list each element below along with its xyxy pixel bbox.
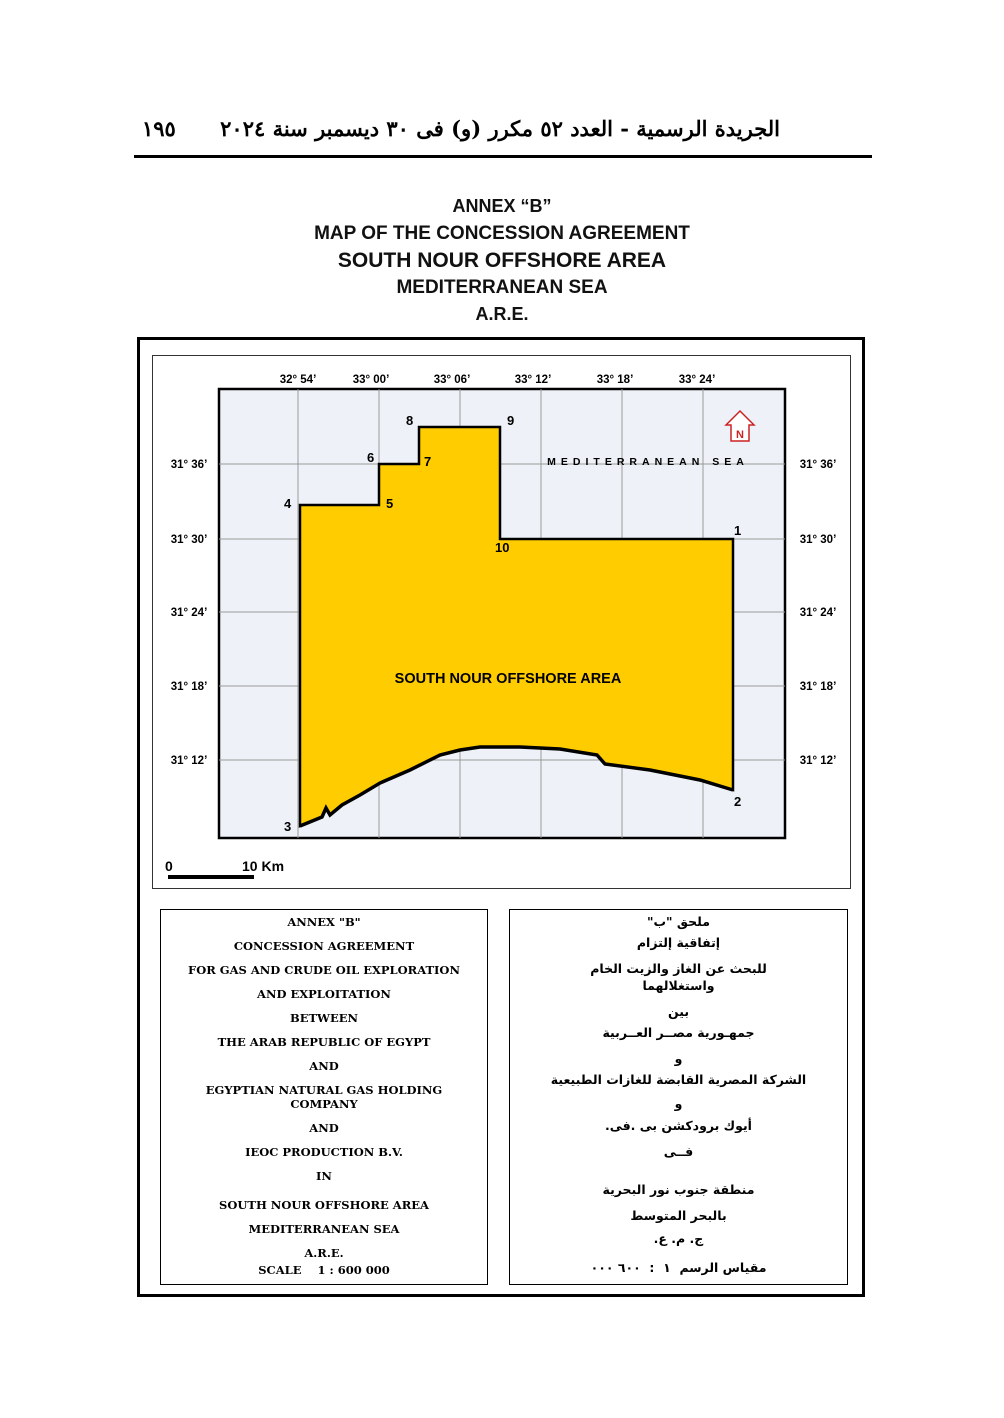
- lat-label: 31° 18’: [799, 681, 837, 693]
- gazette-header: الجريدة الرسمية - العدد ٥٢ مكرر (و) فى ٣٠ ديسمبر سنة ٢٠٢٤: [220, 116, 780, 141]
- legend-line: فــى: [663, 1144, 694, 1159]
- point-label: 9: [507, 413, 515, 428]
- lon-label: 33° 12’: [514, 374, 552, 386]
- legend-line: بين: [667, 1004, 690, 1019]
- legend-scale: مقياس الرسم ١ : ٦٠٠ ٠٠٠: [590, 1260, 767, 1275]
- legend-line: IN: [316, 1169, 332, 1183]
- lon-label: 32° 54’: [279, 374, 317, 386]
- legend-line: MEDITERRANEAN SEA: [248, 1222, 400, 1236]
- legend-scale: SCALE 1 : 600 000: [258, 1263, 390, 1277]
- legend-line: منطقة جنوب نور البحرية: [602, 1182, 755, 1197]
- lat-label: 31° 36’: [170, 459, 208, 471]
- legend-line: FOR GAS AND CRUDE OIL EXPLORATION: [188, 963, 460, 977]
- legend-line: و: [674, 1051, 683, 1066]
- lat-label: 31° 12’: [799, 755, 837, 767]
- point-label: 3: [284, 819, 292, 834]
- legend-line: جمهـورية مصــر العــربية: [602, 1025, 755, 1040]
- map-title: MAP OF THE CONCESSION AGREEMENT: [314, 223, 690, 244]
- annex-title: ANNEX “B”: [452, 196, 552, 216]
- legend-line: بالبحر المتوسط: [630, 1208, 727, 1223]
- legend-line: للبحث عن الغاز والزيت الخام: [590, 961, 767, 976]
- legend-line: و: [674, 1096, 683, 1111]
- country-title: A.R.E.: [475, 304, 529, 324]
- legend-line: واستغلالهما: [642, 978, 715, 993]
- legend-line: AND: [309, 1121, 339, 1135]
- sea-label: MEDITERRANEAN SEA: [547, 456, 749, 468]
- legend-line: EGYPTIAN NATURAL GAS HOLDING: [205, 1083, 443, 1097]
- legend-line: AND EXPLOITATION: [257, 987, 391, 1001]
- point-label: 1: [734, 523, 742, 538]
- legend-line: IEOC PRODUCTION B.V.: [245, 1145, 403, 1159]
- legend-line: ملحق "ب": [646, 914, 711, 929]
- scale-bar: [165, 858, 284, 877]
- lat-label: 31° 36’: [799, 459, 837, 471]
- legend-line: COMPANY: [290, 1097, 358, 1111]
- legend-line: SOUTH NOUR OFFSHORE AREA: [219, 1198, 429, 1212]
- latitude-labels-left: [171, 459, 208, 767]
- lat-label: 31° 24’: [799, 607, 837, 619]
- legend-line: CONCESSION AGREEMENT: [233, 939, 415, 953]
- legend-line: ج. م. ع.: [653, 1231, 704, 1246]
- english-legend-box: [160, 909, 488, 1285]
- legend-line: AND: [309, 1059, 339, 1073]
- point-label: 10: [495, 540, 510, 555]
- area-title: SOUTH NOUR OFFSHORE AREA: [337, 249, 667, 272]
- legend-line: THE ARAB REPUBLIC OF EGYPT: [217, 1035, 431, 1049]
- point-label: 4: [284, 496, 292, 511]
- lat-label: 31° 30’: [170, 534, 208, 546]
- page-number: ١٩٥: [142, 116, 176, 141]
- point-label: 6: [367, 450, 375, 465]
- lat-label: 31° 24’: [170, 607, 208, 619]
- area-label: SOUTH NOUR OFFSHORE AREA: [394, 671, 622, 687]
- point-label: 7: [424, 454, 432, 469]
- lon-label: 33° 18’: [596, 374, 634, 386]
- north-letter: N: [736, 429, 744, 441]
- arabic-legend-box: [509, 909, 848, 1285]
- scale-zero: 0: [165, 858, 173, 874]
- legend-line: الشركة المصرية القابضة للغازات الطبيعية: [550, 1072, 807, 1087]
- lat-label: 31° 30’: [799, 534, 837, 546]
- lat-label: 31° 18’: [170, 681, 208, 693]
- legend-line: A.R.E.: [304, 1246, 344, 1260]
- point-label: 5: [386, 496, 394, 511]
- lon-label: 33° 24’: [678, 374, 716, 386]
- scale-end: 10 Km: [242, 858, 285, 874]
- legend-line: ANNEX "B": [287, 915, 361, 929]
- point-label: 8: [406, 413, 414, 428]
- latitude-labels-right: [800, 459, 837, 767]
- point-label: 2: [734, 794, 742, 809]
- legend-line: إتفاقية إلتزام: [636, 935, 721, 950]
- lon-label: 33° 06’: [433, 374, 471, 386]
- sea-title: MEDITERRANEAN SEA: [396, 277, 608, 298]
- lon-label: 33° 00’: [352, 374, 390, 386]
- legend-line: BETWEEN: [289, 1011, 358, 1025]
- legend-line: أيوك برودكشن بى .فى.: [605, 1118, 752, 1133]
- lat-label: 31° 12’: [170, 755, 208, 767]
- longitude-labels: [280, 374, 716, 386]
